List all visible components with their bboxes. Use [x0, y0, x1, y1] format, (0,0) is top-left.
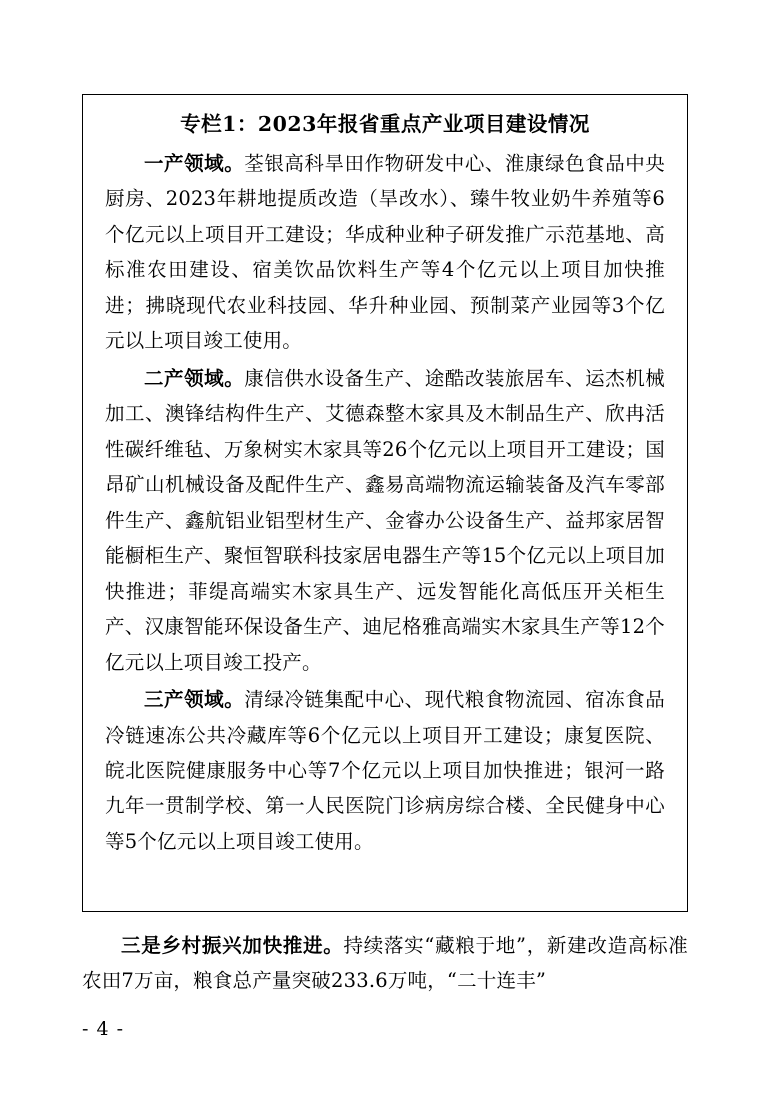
box-paragraph-3-lead: 三产领域。 — [144, 688, 245, 712]
highlight-box — [82, 94, 688, 912]
box-paragraph-1 — [105, 146, 665, 359]
body-paragraph-1 — [82, 928, 688, 999]
body-text — [82, 928, 688, 1001]
box-paragraph-3-text: 清绿冷链集配中心、现代粮食物流园、宿冻食品冷链速冻公共冷藏库等6个亿元以上项目开工建设；康复医院、皖北医院健康服务中心等7个亿元以上项目加快推进；银河一路九年一贯制学校、第一人民医院门诊病房综合楼、全民健身中心等5个亿元以上项目竣工使用。 — [105, 688, 665, 853]
box-paragraph-2-lead: 二产领域。 — [144, 366, 245, 390]
box-title: 专栏1：2023年报省重点产业项目建设情况 — [180, 112, 590, 136]
box-paragraph-3 — [105, 682, 665, 859]
body-paragraph-1-text: 持续落实“藏粮于地”，新建改造高标准农田7万亩，粮食总产量突破233.6万吨，“二十连丰” — [82, 934, 688, 993]
box-paragraph-1-text: 荃银高科旱田作物研发中心、淮康绿色食品中央厨房、2023年耕地提质改造（旱改水）、臻牛牧业奶牛养殖等6个亿元以上项目开工建设；华成种业种子研发推广示范基地、高标准农田建设、宿美饮品饮料生产等4个亿元以上项目加快推进；拂晓现代农业科技园、华升种业园、预制菜产业园等3个亿元以上项目竣工使用。 — [105, 151, 665, 353]
box-paragraph-1-lead: 一产领域。 — [144, 151, 245, 175]
box-paragraph-2-text: 康信供水设备生产、途酷改装旅居车、运杰机械加工、澳锋结构件生产、艾德森整木家具及木制品生产、欣冉活性碳纤维毡、万象树实木家具等26个亿元以上项目开工建设；国昂矿山机械设备及配件生产、鑫易高端物流运输装备及汽车零部件生产、鑫航铝业铝型材生产、金睿办公设备生产、益邦家居智能橱柜生产、聚恒智联科技家居电器生产等15个亿元以上项目加快推进；菲缇高端实木家具生产、远发智能化高低压开关柜生产、汉康智能环保设备生产、迪尼格雅高端实木家具生产等12个亿元以上项目竣工投产。 — [105, 366, 665, 674]
body-paragraph-1-lead: 三是乡村振兴加快推进。 — [121, 934, 344, 957]
box-paragraph-2 — [105, 361, 665, 680]
page-number: - 4 - — [82, 1018, 125, 1040]
